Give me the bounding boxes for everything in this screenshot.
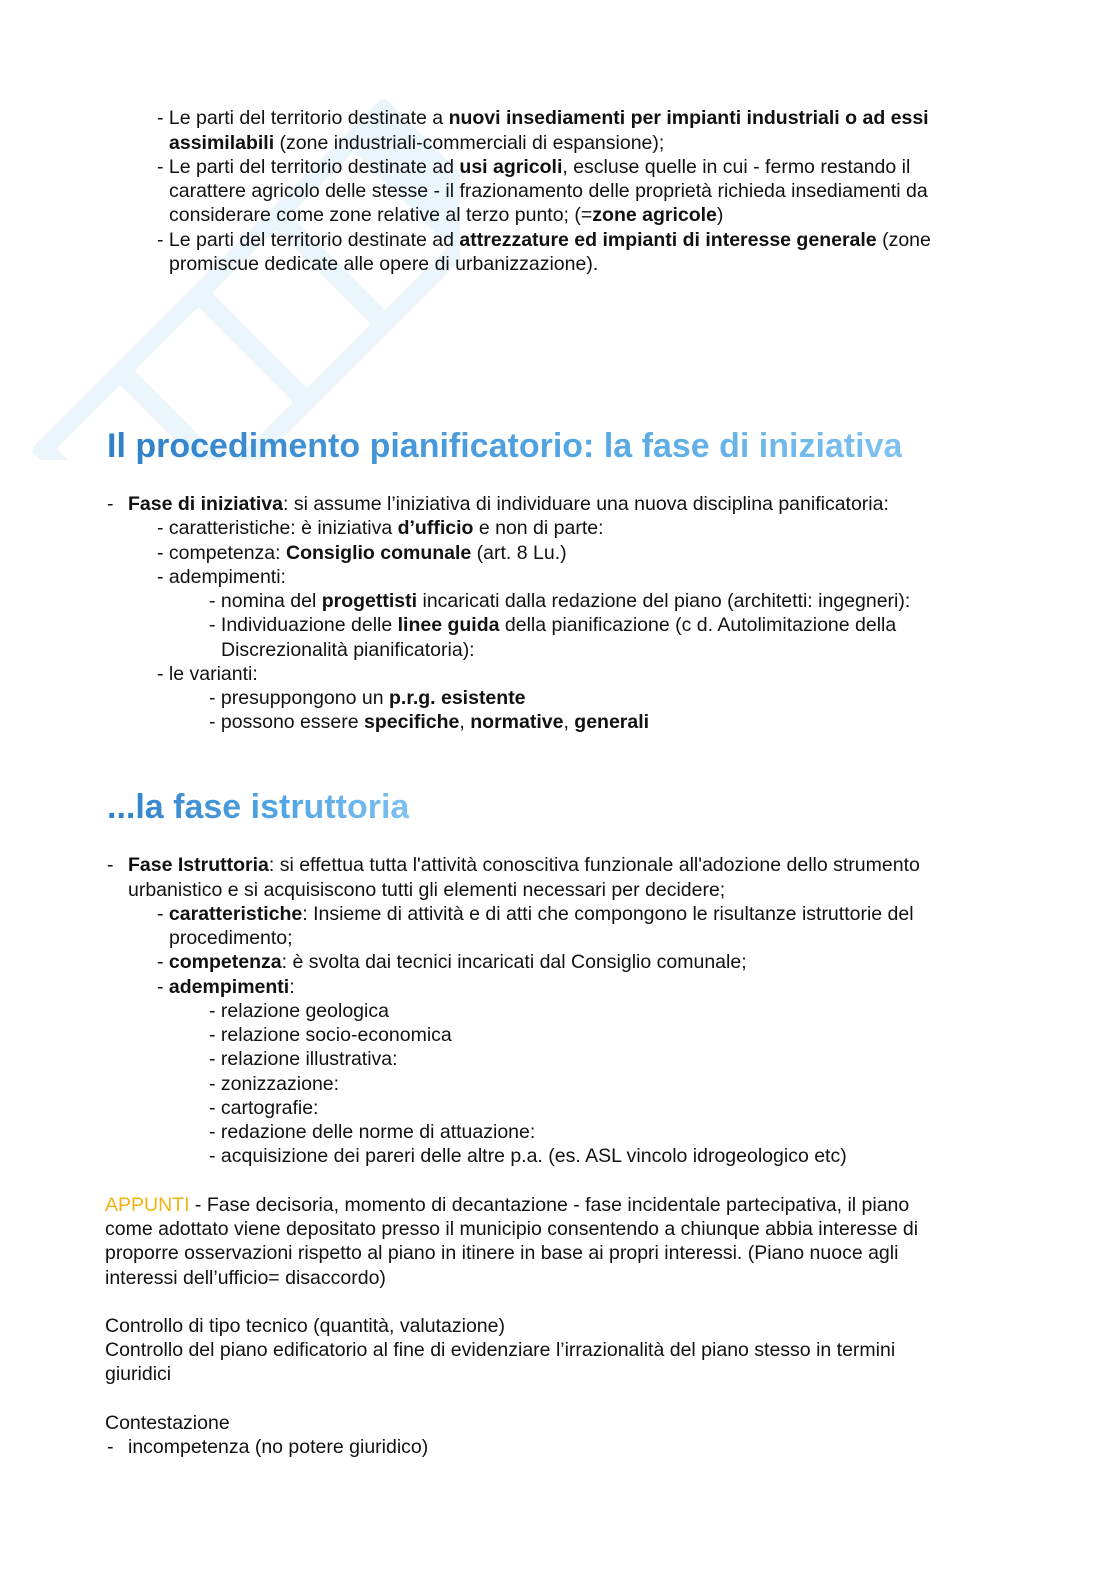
bold-text: generali [574,711,650,733]
notes-line3: proporre osservazioni rispetto al piano in itinere in base ai propri interessi. (Piano nuoce agli [105,1242,899,1264]
text: - Individuazione delle [209,614,398,636]
text: e non di parte: [473,517,604,539]
bold-text: Fase Istruttoria [128,854,269,876]
list-item: - relazione geologica [209,1000,389,1022]
istruttoria-caratteristiche-line2: procedimento; [169,927,293,949]
notes-line2: come adottato viene depositato presso il municipio consentendo a chiunque abbia interesse di [105,1218,919,1240]
list-item: - acquisizione dei pareri delle altre p.a. (es. ASL vincolo idrogeologico etc) [209,1145,847,1167]
text: - Le parti del territorio destinate ad [157,229,460,251]
bullet-dash: - [107,1436,114,1458]
bold-text: adempimenti [168,976,290,998]
istruttoria-adempimenti [157,975,295,1000]
text: - Le parti del territorio destinate ad [157,156,460,178]
list-item: - redazione delle norme di attuazione: [209,1121,536,1143]
bold-text: p.r.g. esistente [388,687,526,709]
section-heading-iniziativa: Il procedimento pianificatorio: la fase di iniziativa [107,427,903,465]
text: - nomina del [209,590,322,612]
text: ) [716,204,724,226]
text: (art. 8 Lu.) [471,542,567,564]
text: - caratteristiche: è iniziativa [157,517,398,539]
bold-text: attrezzature ed impianti di interesse generale [459,229,877,251]
text: , escluse quelle in cui - fermo restando il [562,156,911,178]
intro-item-2-line3 [169,203,723,228]
contestazione-heading: Contestazione [105,1412,230,1434]
istruttoria-caratteristiche [157,902,914,927]
list-item: - relazione illustrativa: [209,1048,398,1070]
text: : è svolta dai tecnici incaricati dal Consiglio comunale; [281,951,747,973]
text: considerare come zone relative al terzo punto; (= [169,204,593,226]
text: - [157,903,169,925]
notes-paragraph [105,1193,909,1218]
bold-text: assimilabili [169,132,275,154]
bold-text: competenza [168,951,282,973]
text: - Fase decisoria, momento di decantazione - fase incidentale partecipativa, il piano [189,1194,910,1216]
controllo-piano-line2: giuridici [105,1363,172,1385]
list-item: - relazione socio-economica [209,1024,452,1046]
iniziativa-varianti: - le varianti: [157,663,258,685]
intro-item-1-line2 [169,131,664,156]
list-item: - cartografie: [209,1097,319,1119]
bullet-dash: - [107,854,114,876]
bullet-dash: - [107,493,114,515]
text: : si assume l’iniziativa di individuare una nuova disciplina panificatoria: [282,493,889,515]
bold-text: caratteristiche [168,903,303,925]
intro-item-2-line2: carattere agricolo delle stesse - il frazionamento delle proprietà richieda insediamenti da [169,180,928,202]
text: (zone [876,229,931,251]
text: , [563,711,575,733]
section-heading-istruttoria: ...la fase istruttoria [107,788,410,826]
bold-text: linee guida [397,614,500,636]
adempimenti-individuazione [209,613,896,638]
bold-text: Consiglio comunale [285,542,472,564]
iniziativa-competenza [157,541,567,566]
bold-text: usi agricoli [459,156,563,178]
bold-text: progettisti [321,590,418,612]
bold-text: normative [470,711,564,733]
text: - possono essere [209,711,365,733]
iniziativa-adempimenti: - adempimenti: [157,566,286,588]
text: - [157,951,169,973]
bold-text: specifiche [364,711,460,733]
intro-item-2 [157,155,910,180]
appunti-label: APPUNTI [105,1194,190,1216]
text: (zone industriali-commerciali di espansione); [274,132,665,154]
text: : si effettua tutta l'attività conoscitiva funzionale all'adozione dello strumento [268,854,920,876]
intro-item-3-line2: promiscue dedicate alle opere di urbanizzazione). [169,253,599,275]
text: della pianificazione (c d. Autolimitazione della [499,614,897,636]
text: - Le parti del territorio destinate a [157,107,449,129]
iniziativa-lead [128,492,889,517]
text: incaricati dalla redazione del piano (architetti: ingegneri): [417,590,911,612]
varianti-possono [209,710,649,735]
controllo-piano: Controllo del piano edificatorio al fine di evidenziare l’irrazionalità del piano stesso in termini [105,1339,896,1361]
text: , [459,711,471,733]
intro-item-1 [157,106,929,131]
bold-text: zone agricole [592,204,717,226]
notes-line4: interessi dell’ufficio= disaccordo) [105,1267,386,1289]
bold-text: d’ufficio [397,517,474,539]
contestazione-item: incompetenza (no potere giuridico) [128,1436,429,1458]
text: : Insieme di attività e di atti che compongono le risultanze istruttorie del [302,903,914,925]
text: - [157,976,169,998]
adempimenti-individuazione-line2: Discrezionalità pianificatoria): [221,639,475,661]
text: : [289,976,295,998]
istruttoria-lead [128,853,920,878]
istruttoria-competenza [157,950,747,975]
controllo-tecnico: Controllo di tipo tecnico (quantità, valutazione) [105,1315,505,1337]
varianti-presuppongono [209,686,526,711]
text: - presuppongono un [209,687,389,709]
adempimenti-nomina [209,589,910,614]
list-item: - zonizzazione: [209,1073,340,1095]
iniziativa-caratteristiche [157,516,604,541]
istruttoria-lead-line2: urbanistico e si acquisiscono tutti gli elementi necessari per decidere; [128,879,726,901]
bold-text: nuovi insediamenti per impianti industriali o ad essi [448,107,929,129]
bold-text: Fase di iniziativa [128,493,283,515]
intro-item-3 [157,228,931,253]
text: - competenza: [157,542,286,564]
